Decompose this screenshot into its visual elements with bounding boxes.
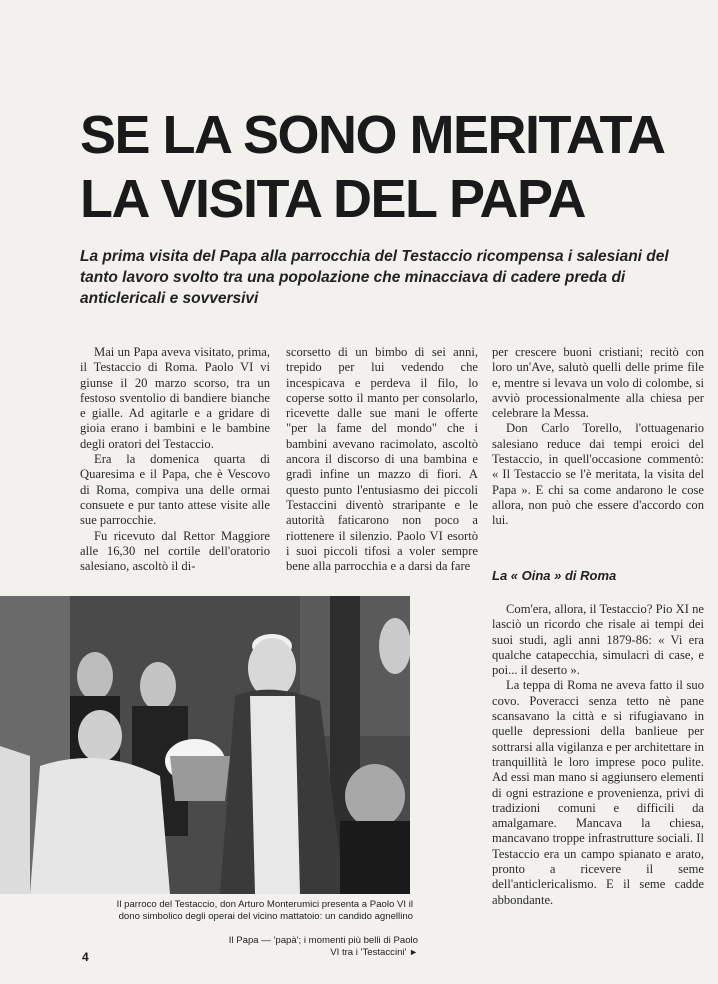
photograph-icon <box>0 596 410 894</box>
paragraph: Mai un Papa aveva visitato, prima, il Testaccio di Roma. Paolo VI vi giunse il 20 marzo scorso, tra un festoso sventolio di bandiere bianche e gialle. Ad agitarle e a gridare di gioia erano i bambini e le bambine degli oratori del Testaccio. <box>80 345 270 451</box>
article-column-3 <box>492 345 704 529</box>
photo-caption: Il parroco del Testaccio, don Arturo Monterumici presenta a Paolo VI il dono simbolico degli operai del vicino mattatoio: un candido agnellino <box>116 899 413 922</box>
paragraph: Com'era, allora, il Testaccio? Pio XI ne lasciò un ricordo che risale ai tempi dei suoi studi, agli anni 1879-86: « Vi era qualche catapecchia, simulacri di case, e poi... il deserto ». <box>492 602 704 678</box>
series-caption <box>218 935 418 958</box>
article-column-2 <box>286 345 478 574</box>
article-column-1 <box>80 345 270 574</box>
paragraph: scorsetto di un bimbo di sei anni, trepido per lui vedendo che incespicava e perdeva il filo, lo coperse sotto il manto per consolarlo, ricevette dalle sue mani le offerte "per la fame del mondo" che i bambini avevano racimolato, ascoltò ancora il discorso di una bambina e gradì infine un mazzo di fiori. A questo punto l'entusiasmo dei piccoli Testaccini diventò straripante e le autorità faticarono non poco a riottenere il silenzio. Paolo VI esortò i suoi piccoli tifosi a voler sempre bene alla parrocchia e a darsi da fare <box>286 345 478 574</box>
series-caption-text: Il Papa — 'papà'; i momenti più belli di Paolo VI tra i 'Testaccini' <box>228 935 418 958</box>
paragraph: Era la domenica quarta di Quaresima e il Papa, che è Vescovo di Roma, compiva una delle ormai consuete e pur tanto attese visite alle sue parrocchie. <box>80 452 270 528</box>
paragraph: per crescere buoni cristiani; recitò con loro un'Ave, salutò quelli delle prime file e, mentre si levava un volo di colombe, si avviò processionalmente alla chiesa per celebrare la Messa. <box>492 345 704 421</box>
paragraph: La teppa di Roma ne aveva fatto il suo covo. Poveracci senza tetto nè pane scansavano la città e si rifugiavano in quelle depressioni della banlieue per sottrarsi alla vigilanza e per architettare in tranquillità le loro imprese poco pulite. Ad essi man mano si aggiunsero elementi di ogni estrazione e provenienza, privi di tradizioni comuni e difficili da amalgamare. Mancava la chiesa, mancavano troppe infrastrutture sociali. Il Testaccio era un campo spianato e arato, pronto a ricevere il seme dell'anticlericalismo. E il seme cadde abbondante. <box>492 678 704 907</box>
section-heading: La « Oina » di Roma <box>492 568 617 583</box>
headline-line-1: SE LA SONO MERITATA <box>80 105 665 165</box>
paragraph: Don Carlo Torello, l'ottuagenario salesiano reduce dai tempi eroici del Testaccio, in quell'occasione commentò: « Il Testaccio se l'è meritata, la visita del Papa ». E chi sa come andarono le cose allora, non può che essere d'accordo con lui. <box>492 421 704 528</box>
article-column-4 <box>492 602 704 908</box>
photograph <box>0 596 410 894</box>
page-number: 4 <box>82 950 89 964</box>
arrow-right-icon: ► <box>409 946 418 957</box>
headline-line-2: LA VISITA DEL PAPA <box>80 169 586 229</box>
paragraph: Fu ricevuto dal Rettor Maggiore alle 16,30 nel cortile dell'oratorio salesiano, ascoltò il di- <box>80 528 270 574</box>
subtitle: La prima visita del Papa alla parrocchia del Testaccio ricompensa i salesiani del tanto lavoro svolto tra una popolazione che minacciava di cadere preda di anticlericali e sovversivi <box>80 248 669 307</box>
